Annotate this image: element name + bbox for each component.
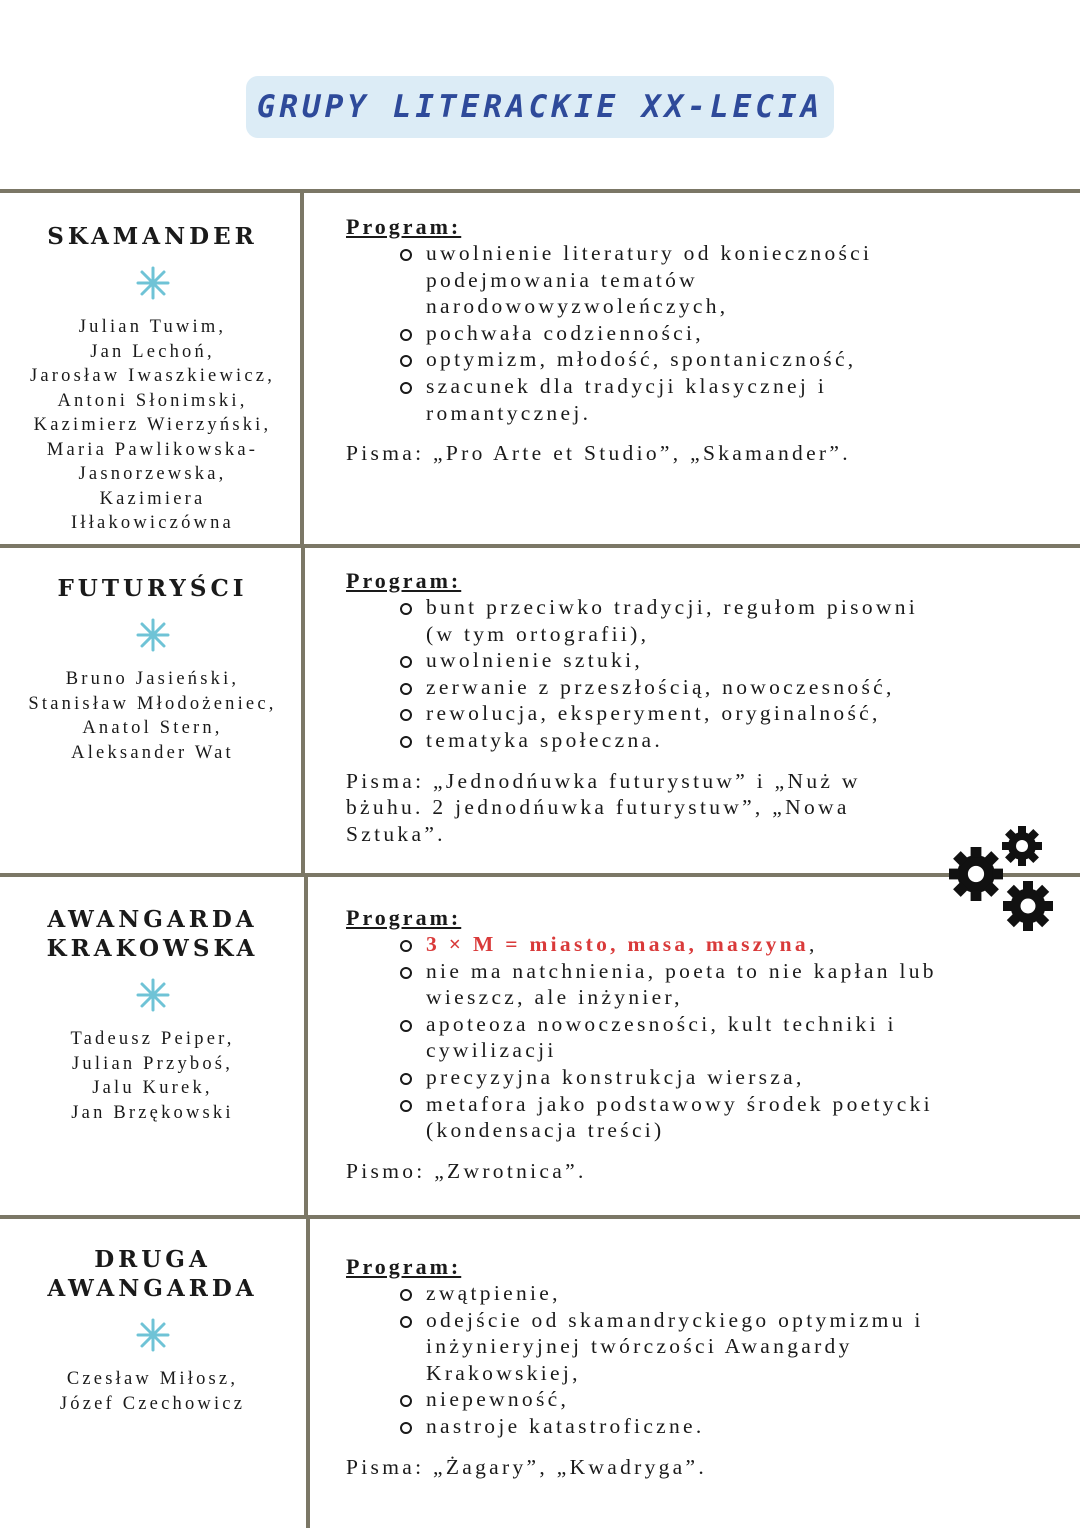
journals (346, 768, 966, 848)
program-item-line: cywilizacji (426, 1038, 557, 1063)
program-skamander (346, 214, 1046, 467)
program-awangarda-krakowska (346, 905, 1046, 1184)
group-name (8, 905, 297, 963)
title-banner (246, 76, 834, 138)
program-item (398, 373, 1046, 426)
group-name-line: DRUGA (94, 1246, 211, 1273)
program-item-line: zerwanie z przeszłością, nowoczesność, (426, 674, 895, 699)
program-item-line: apoteoza nowoczesności, kult techniki i (426, 1011, 897, 1036)
divider (0, 873, 1080, 877)
program-item-line: podejmowania tematów (426, 267, 698, 292)
program-list (346, 240, 1046, 426)
program-item-line: wieszcz, ale inżynier, (426, 985, 683, 1010)
program-druga-awangarda (346, 1254, 1046, 1480)
program-item-line: precyzyjna konstrukcja wiersza, (426, 1064, 805, 1089)
divider (0, 1215, 1080, 1219)
member: Stanisław Młodożeniec, (28, 693, 277, 714)
member-list (8, 315, 297, 536)
member: Kazimiera (99, 488, 206, 509)
journals: Pismo: „Zwrotnica”. (346, 1158, 587, 1183)
member: Tadeusz Peiper, (70, 1029, 235, 1049)
program-item (398, 1386, 1046, 1413)
program-item-line: szacunek dla tradycji klasycznej i (426, 373, 828, 398)
program-item (398, 647, 1046, 674)
program-item (398, 1413, 1046, 1440)
member: Jan Brzękowski (71, 1102, 234, 1123)
group-name-line: FUTURYŚCI (57, 575, 248, 602)
member: Jasnorzewska, (78, 464, 227, 484)
program-item (398, 240, 1046, 320)
member: Julian Tuwim, (78, 317, 227, 337)
member-list (8, 1027, 297, 1125)
divider (0, 189, 1080, 193)
program-item (398, 931, 1046, 958)
program-item (398, 1064, 1046, 1091)
program-item-text: , (808, 932, 818, 956)
program-item (398, 1280, 1046, 1307)
group-name-line: SKAMANDER (47, 223, 258, 250)
asterisk-icon (135, 617, 171, 653)
asterisk-icon (135, 977, 171, 1013)
program-item-line: rewolucja, eksperyment, oryginalność, (426, 701, 881, 726)
group-name (8, 222, 297, 251)
group-name-line: AWANGARDA (47, 906, 258, 933)
member-list (8, 667, 297, 765)
program-label: Program: (346, 568, 462, 593)
program-item-line: romantycznej. (426, 400, 592, 425)
program-item (398, 1091, 1046, 1144)
program-label: Program: (346, 1254, 462, 1279)
group-name (8, 574, 297, 603)
program-item-line: narodowowyzwoleńczych, (426, 294, 729, 319)
program-list (346, 594, 1046, 754)
member: Anatol Stern, (82, 718, 223, 738)
program-item (398, 1307, 1046, 1387)
program-item (398, 674, 1046, 701)
group-name-line: KRAKOWSKA (46, 935, 259, 962)
program-list (346, 931, 1046, 1144)
member: Jarosław Iwaszkiewicz, (29, 366, 276, 386)
group-skamander (0, 222, 305, 536)
group-name (8, 1245, 297, 1303)
program-item-line: optymizm, młodość, spontaniczność, (426, 347, 857, 372)
group-druga-awangarda (0, 1245, 305, 1416)
journals-line: bżuhu. 2 jednodńuwka futurystuw”, „Nowa (346, 795, 850, 820)
program-label: Program: (346, 214, 462, 239)
program-futurysci (346, 568, 1046, 847)
program-item (398, 346, 1046, 373)
member: Czesław Miłosz, (66, 1369, 239, 1389)
journals: Pisma: „Żagary”, „Kwadryga”. (346, 1454, 708, 1479)
member: Maria Pawlikowska- (46, 439, 259, 460)
program-item (398, 727, 1046, 754)
program-item (398, 958, 1046, 1011)
program-item (398, 594, 1046, 647)
asterisk-icon (135, 265, 171, 301)
program-item-line: odejście od skamandryckiego optymizmu i (426, 1307, 924, 1332)
program-item (398, 320, 1046, 347)
member: Iłłakowiczówna (71, 513, 234, 533)
program-item-line: bunt przeciwko tradycji, regułom pisowni (426, 595, 919, 619)
program-item (398, 1011, 1046, 1064)
program-item-line: Krakowskiej, (426, 1360, 581, 1385)
group-name-line: AWANGARDA (47, 1275, 258, 1302)
group-futurysci (0, 574, 305, 765)
highlighted-text: 3 × M = miasto, masa, maszyna (426, 932, 809, 956)
program-item-line: nie ma natchnienia, poeta to nie kapłan lub (426, 958, 937, 983)
member: Bruno Jasieński, (65, 669, 240, 689)
column-divider (306, 1219, 310, 1528)
member: Kazimierz Wierzyński, (33, 415, 272, 435)
journals-line: Pisma: „Jednodńuwka futurystuw” i „Nuż w (346, 768, 861, 793)
program-item-line: pochwała codzienności, (426, 320, 704, 345)
program-item-line: tematyka społeczna. (426, 727, 664, 752)
journals: Pisma: „Pro Arte et Studio”, „Skamander”. (346, 441, 851, 466)
program-item-line: uwolnienie sztuki, (426, 648, 644, 673)
page-title: GRUPY LITERACKIE XX-LECIA (256, 89, 824, 125)
program-item-line: niepewność, (426, 1387, 570, 1412)
program-item-line: inżynieryjnej twórczości Awangardy (426, 1334, 853, 1359)
group-awangarda-krakowska (0, 905, 305, 1125)
member: Jan Lechoń, (90, 341, 215, 362)
journals-line: Sztuka”. (346, 821, 446, 846)
program-item-line: nastroje katastroficzne. (426, 1413, 705, 1438)
asterisk-icon (135, 1317, 171, 1353)
member: Jalu Kurek, (92, 1078, 213, 1098)
member-list (8, 1367, 297, 1416)
member: Antoni Słonimski, (57, 390, 248, 411)
member: Józef Czechowicz (59, 1393, 246, 1414)
program-item-line: metafora jako podstawowy środek poetycki (426, 1091, 933, 1116)
program-label: Program: (346, 905, 462, 930)
program-item-line: (kondensacja treści) (426, 1118, 665, 1143)
divider (0, 544, 1080, 548)
program-item-line: uwolnienie literatury od konieczności (426, 241, 873, 265)
program-item-line: (w tym ortografii), (426, 621, 650, 646)
program-list (346, 1280, 1046, 1440)
program-item (398, 700, 1046, 727)
program-item-line: zwątpienie, (426, 1281, 561, 1305)
member: Aleksander Wat (71, 742, 234, 763)
member: Julian Przyboś, (71, 1053, 234, 1074)
